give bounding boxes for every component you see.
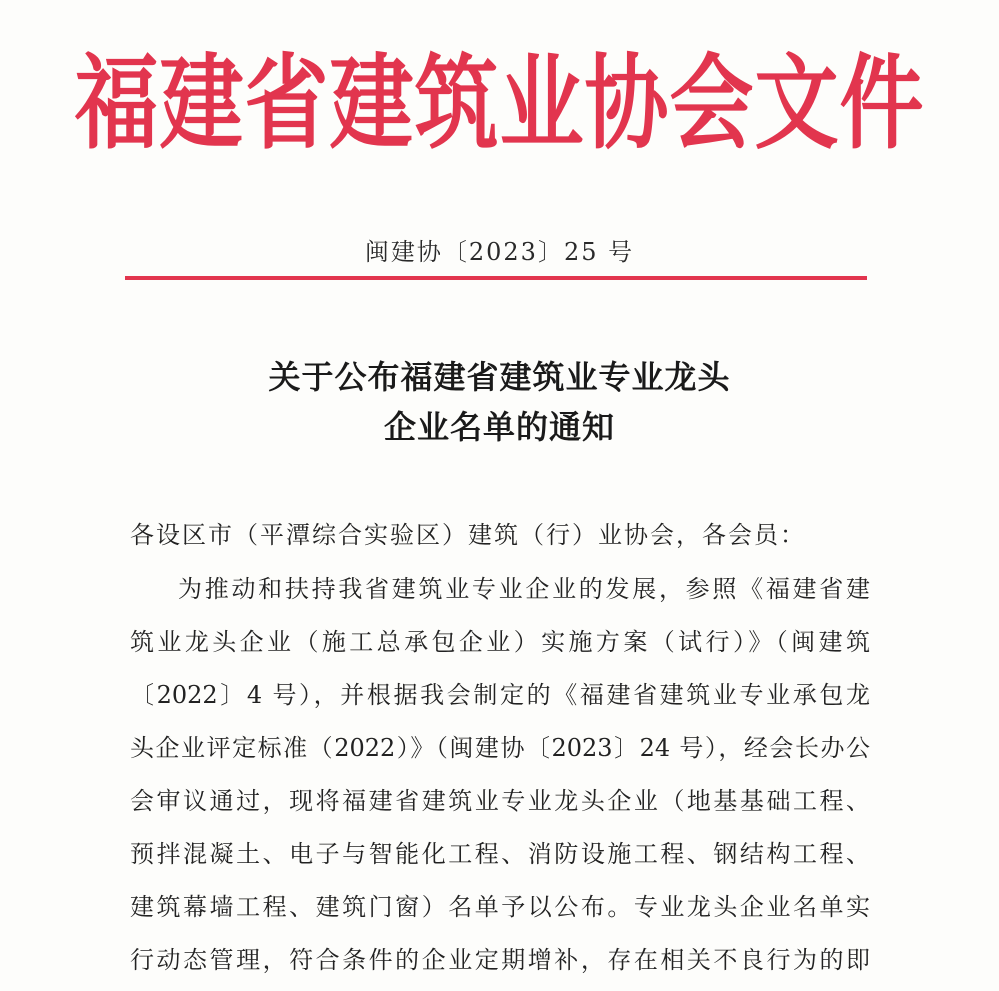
body-paragraph-line: 行动态管理，符合条件的企业定期增补，存在相关不良行为的即 [130, 946, 870, 974]
header-red-divider [125, 276, 867, 280]
body-paragraph-line: 为推动和扶持我省建筑业专业企业的发展，参照《福建省建 [178, 575, 870, 603]
salutation: 各设区市（平潭综合实验区）建筑（行）业协会，各会员： [130, 521, 806, 549]
body-paragraph-line: 预拌混凝土、电子与智能化工程、消防设施工程、钢结构工程、 [130, 840, 870, 868]
body-paragraph-line: 会审议通过，现将福建省建筑业专业龙头企业（地基基础工程、 [130, 787, 870, 815]
body-paragraph-line: 筑业龙头企业（施工总承包企业）实施方案（试行）》（闽建筑 [130, 628, 870, 656]
body-paragraph-line: 头企业评定标准（2022）》（闽建协〔2023〕24 号），经会长办公 [130, 734, 870, 762]
body-paragraph-line: 〔2022〕4 号），并根据我会制定的《福建省建筑业专业承包龙 [130, 681, 870, 709]
notice-title-line-2: 企业名单的通知 [383, 408, 615, 446]
document-header-title: 福建省建筑业协会文件 [74, 43, 925, 163]
body-paragraph-line: 建筑幕墙工程、建筑门窗）名单予以公布。专业龙头企业名单实 [130, 893, 870, 921]
document-number: 闽建协〔2023〕25 号 [364, 238, 635, 266]
notice-title-line-1: 关于公布福建省建筑业专业龙头 [268, 358, 731, 396]
notice-title [0, 352, 999, 452]
